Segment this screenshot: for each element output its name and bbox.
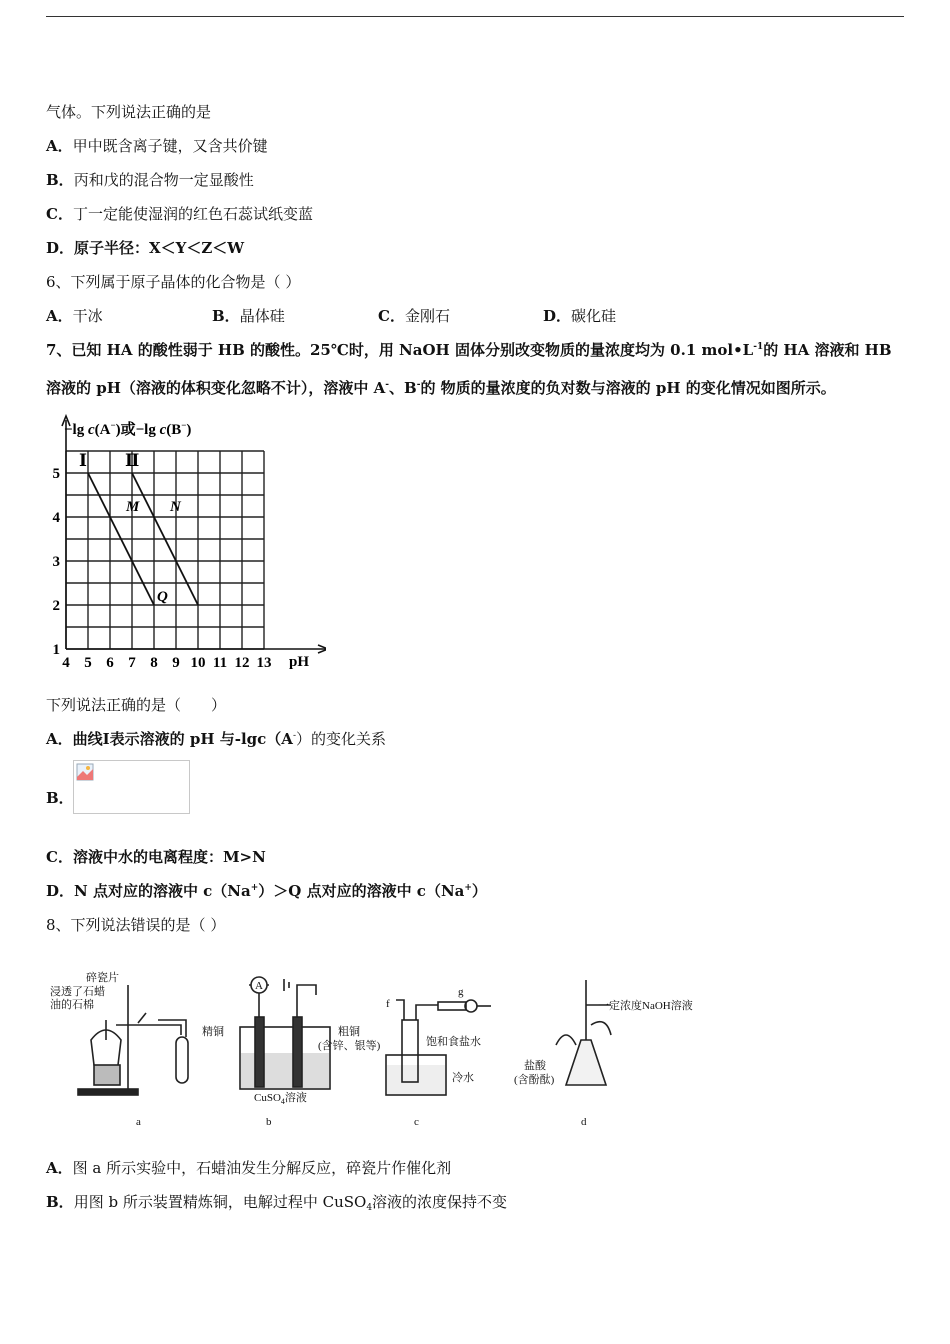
q5-option-d: D．原子半径：X＜Y＜Z＜W: [46, 239, 245, 257]
q7-stem-line2: 溶液的 pH（溶液的体积变化忽略不计），溶液中 A-、B-的 物质的量浓度的负对数与溶液的 pH 的变化情况如图所示。: [46, 379, 836, 397]
broken-image-icon: [76, 763, 94, 781]
q5-option-b: B．丙和戊的混合物一定显酸性: [46, 171, 254, 189]
y-tick-label: 4: [52, 510, 60, 526]
fig-cap-a: a: [136, 1116, 141, 1128]
fig-b-left: 精铜: [202, 1026, 224, 1038]
q7-option-d: D．N 点对应的溶液中 c（Na+）＞Q 点对应的溶液中 c（Na+）: [46, 882, 487, 900]
fig-d-label1: 一定浓度NaOH溶液: [598, 1000, 693, 1012]
series-label-2: Ⅱ: [125, 450, 140, 470]
series-label-1: Ⅰ: [79, 450, 87, 470]
chart-tick-labels: [53, 466, 272, 671]
y-tick-label: 2: [52, 598, 60, 614]
q7-option-c: C．溶液中水的电离程度：M>N: [46, 848, 266, 866]
fig-a-label3: 油的石棉: [50, 999, 94, 1011]
point-label-n: N: [170, 499, 181, 515]
q7-prompt: 下列说法正确的是（ ）: [46, 696, 227, 714]
fig-c-label2: 冷水: [452, 1072, 474, 1084]
fig-a-label2: 浸透了石蜡: [50, 986, 105, 998]
apparatus-b: [240, 977, 330, 1089]
q8-option-a: A．图 a 所示实验中，石蜡油发生分解反应，碎瓷片作催化剂: [46, 1159, 452, 1177]
y-axis-label: −lg c(A−)或−lg c(B−): [64, 420, 192, 438]
x-axis-label: pH: [289, 654, 310, 670]
fig-d-label2: 盐酸: [524, 1060, 546, 1072]
q5-stem-tail: 气体。下列说法正确的是: [46, 103, 212, 121]
header-rule: [46, 16, 904, 17]
fig-a-label1: 碎瓷片: [86, 972, 119, 984]
fig-cap-c: c: [414, 1116, 419, 1128]
y-tick-label: 3: [52, 554, 60, 570]
apparatus-d: [556, 980, 611, 1085]
q6-option-d: D．碳化硅: [543, 307, 617, 325]
y-tick-label: 1: [52, 642, 60, 658]
ph-chart: [46, 412, 326, 674]
x-tick-label: 7: [128, 655, 136, 671]
chart-series: [79, 451, 198, 605]
x-tick-label: 11: [212, 655, 228, 671]
fig-b-meter: A: [255, 980, 263, 992]
apparatus-a: [78, 985, 188, 1095]
q5-option-a: A．甲中既含离子键，又含共价键: [46, 137, 268, 155]
x-tick-label: 8: [150, 655, 158, 671]
broken-image-placeholder: [73, 760, 190, 814]
q6-option-c: C．金刚石: [378, 307, 450, 325]
fig-b-solution: CuSO$_4$溶液: [254, 1092, 307, 1106]
x-tick-label: 4: [62, 655, 70, 671]
point-label-q: Q: [157, 589, 168, 605]
fig-c-label1: 饱和食盐水: [426, 1036, 481, 1048]
x-tick-label: 13: [256, 655, 272, 671]
q7-stem-line1: 7、已知 HA 的酸性弱于 HB 的酸性。25℃时，用 NaOH 固体分别改变物质的量浓度均为 0.1 $mol•L^{-1}$的 HA 溶液和 HB: [46, 341, 892, 359]
q8-stem: 8、下列说法错误的是（ ）: [46, 916, 226, 934]
q6-option-b: B．晶体硅: [212, 307, 285, 325]
q7-option-b-letter: B．: [46, 789, 74, 807]
x-tick-label: 5: [84, 655, 92, 671]
fig-cap-b: b: [266, 1116, 272, 1128]
fig-b-right2: (含锌、银等): [318, 1040, 381, 1052]
q8-option-b: B．用图 b 所示装置精炼铜，电解过程中 CuSO$_4$溶液的浓度保持不变: [46, 1193, 508, 1213]
fig-c-g: g: [458, 986, 464, 998]
x-tick-label: 6: [106, 655, 114, 671]
q6-option-a: A．干冰: [46, 307, 103, 325]
fig-b-right1: 粗铜: [338, 1026, 360, 1038]
fig-c-f: f: [386, 998, 390, 1010]
q5-option-c: C．丁一定能使湿润的红色石蕊试纸变蓝: [46, 205, 313, 223]
y-tick-label: 5: [52, 466, 60, 482]
chart-grid: [66, 451, 264, 649]
x-tick-label: 9: [172, 655, 180, 671]
q6-stem: 6、下列属于原子晶体的化合物是（ ）: [46, 273, 301, 291]
q8-apparatus-figure: [46, 965, 716, 1135]
q7-option-a: A．曲线Ⅰ表示溶液的 pH 与-lgc（A-）的变化关系: [46, 730, 387, 748]
fig-cap-d: d: [581, 1116, 587, 1128]
x-tick-label: 10: [190, 655, 206, 671]
fig-d-label3: (含酚酞): [514, 1074, 555, 1086]
point-label-m: M: [126, 499, 140, 515]
x-tick-label: 12: [234, 655, 250, 671]
